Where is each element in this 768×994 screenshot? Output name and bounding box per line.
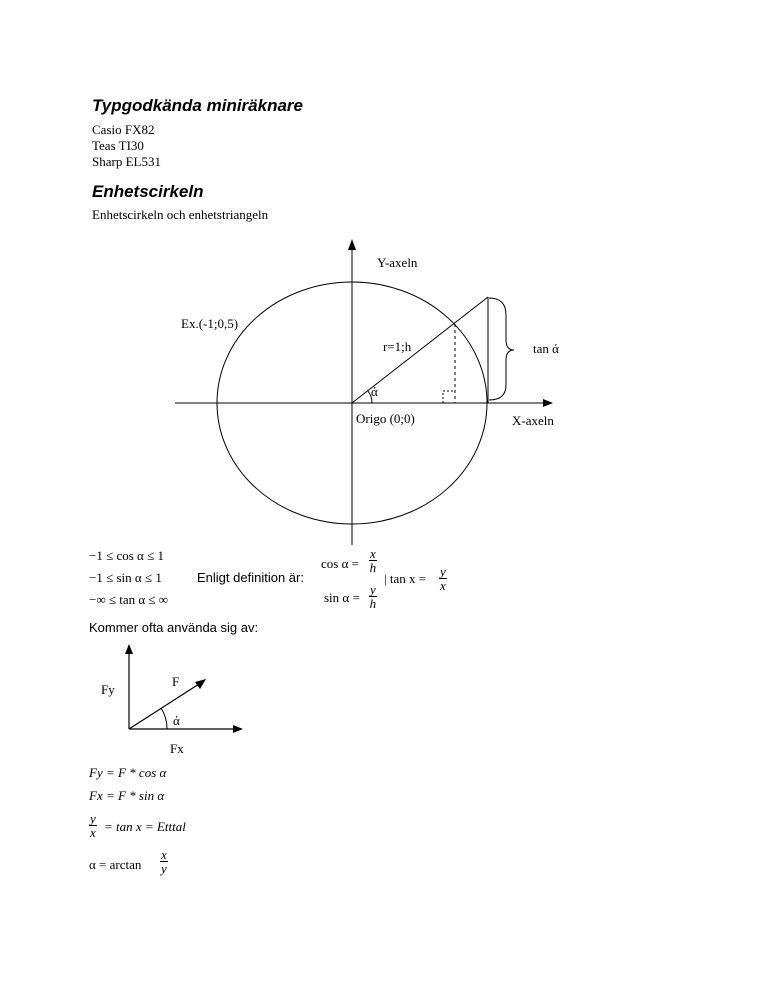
- example-point-label: Ex.(-1;0,5): [181, 316, 239, 331]
- sin-numerator: y: [370, 582, 376, 597]
- inequality-cos: −1 ≤ cos α ≤ 1: [89, 548, 164, 563]
- radius-label: r=1;h: [383, 339, 412, 354]
- unit-circle-subtitle: Enhetscirkeln och enhetstriangeln: [92, 207, 269, 222]
- force-angle-label: ά: [173, 713, 180, 728]
- sin-denominator: h: [369, 596, 377, 611]
- force-angle-arc: [161, 708, 167, 729]
- f-label: F: [172, 674, 180, 689]
- usage-text: Kommer ofta använda sig av:: [89, 620, 259, 635]
- calculator-item-2: Teas TI30: [92, 138, 144, 153]
- ratio-fraction: [89, 812, 97, 840]
- angle-label: ά: [371, 384, 378, 399]
- tan-definition-lhs: | tan x =: [384, 571, 427, 586]
- tan-denominator: x: [440, 578, 446, 593]
- alpha-denominator: y: [161, 861, 167, 876]
- fy-label: Fy: [101, 682, 115, 697]
- fy-formula: Fy = F * cos α: [89, 765, 167, 780]
- force-vector-arrow: [195, 679, 206, 689]
- calculator-item-1: Casio FX82: [92, 122, 155, 137]
- tan-numerator: y: [440, 564, 446, 579]
- sin-definition-lhs: sin α =: [324, 590, 360, 605]
- alpha-fraction: [160, 848, 168, 876]
- fx-label: Fx: [170, 741, 184, 756]
- inequality-tan: −∞ ≤ tan α ≤ ∞: [89, 592, 169, 607]
- cos-numerator: x: [370, 546, 376, 561]
- ratio-rhs: = tan x = Etttal: [104, 819, 186, 834]
- cos-denominator: h: [369, 560, 377, 575]
- calculator-item-3: Sharp EL531: [92, 154, 161, 169]
- ratio-denominator: x: [90, 825, 96, 840]
- tan-label: tan ά: [533, 341, 559, 356]
- x-axis-label: X-axeln: [512, 413, 554, 428]
- force-vector: [129, 684, 199, 729]
- alpha-formula-lhs: α = arctan: [89, 857, 142, 872]
- heading-calculators: Typgodkända miniräknare: [92, 96, 303, 115]
- alpha-numerator: x: [161, 847, 167, 862]
- y-axis-label: Y-axeln: [377, 255, 418, 270]
- definition-text: Enligt definition är:: [197, 570, 304, 585]
- origin-label: Origo (0;0): [356, 411, 415, 426]
- force-y-arrow: [125, 644, 133, 654]
- cos-definition-lhs: cos α =: [321, 556, 359, 571]
- heading-unit-circle: Enhetscirkeln: [92, 182, 204, 201]
- ratio-numerator: y: [90, 811, 96, 826]
- inequality-sin: −1 ≤ sin α ≤ 1: [89, 570, 162, 585]
- force-x-arrow: [233, 725, 243, 733]
- fx-formula: Fx = F * sin α: [89, 788, 165, 803]
